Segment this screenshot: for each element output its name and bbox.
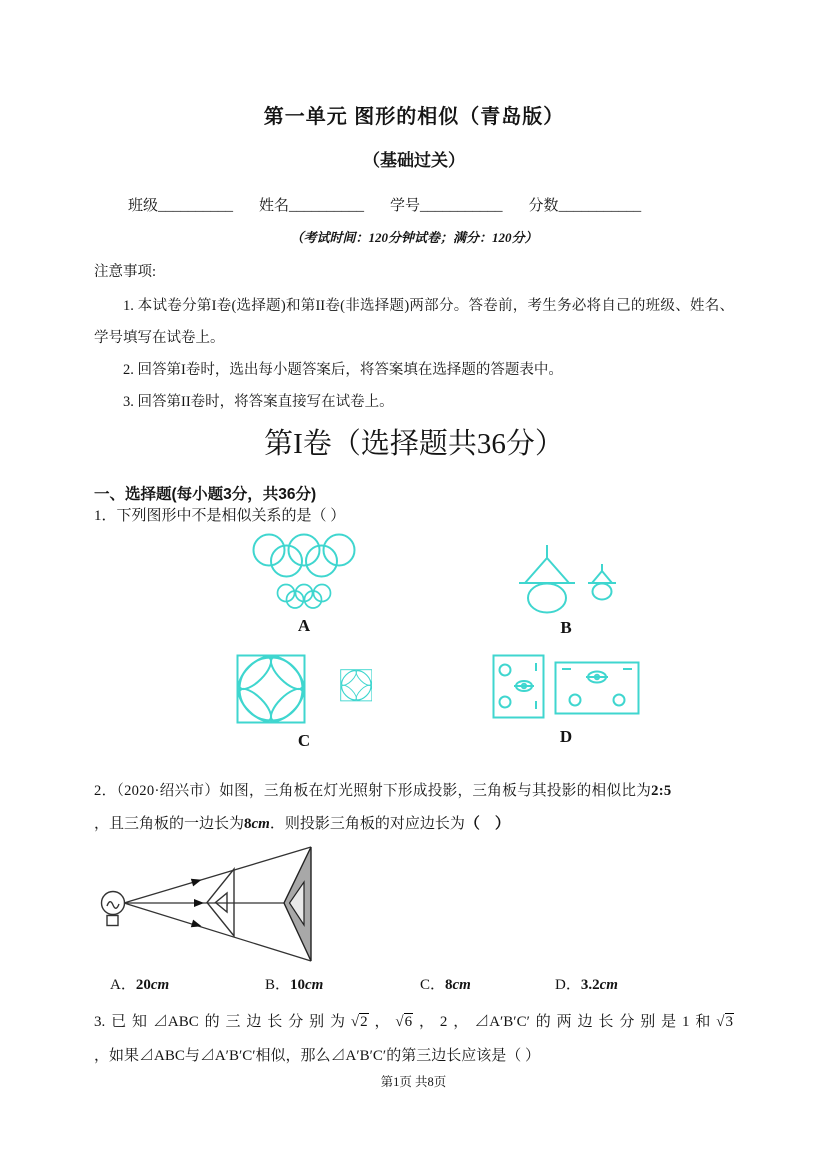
question-2-line1 [94, 775, 734, 808]
sqrt-2 [351, 1013, 369, 1030]
field-name [259, 196, 364, 216]
field-student-id-label: 学号 [390, 198, 421, 214]
q2-similarity-ratio: 2:5 [651, 783, 672, 799]
q3-text-mid2: ⊿A′B′C′的两边长分别是1和 [474, 1014, 717, 1030]
volume1-title: 第I卷（选择题共36分） [264, 428, 564, 460]
q2-side-length-num: 8 [244, 816, 252, 832]
question-3-line2: ，如果⊿ABC与⊿A′B′C′相似，那么⊿A′B′C′的第三边长应该是（ ） [94, 1048, 540, 1064]
radical-sign: √ [716, 1014, 725, 1030]
field-class [128, 196, 233, 216]
q2-answer-paren: （ ） [464, 816, 510, 832]
q2-text2-pre: ，且三角板的一边长为 [94, 816, 245, 832]
student-info-line [94, 196, 734, 216]
page-number-footer: 第1页 共8页 [380, 1075, 447, 1089]
q3-comma: ， [368, 1014, 396, 1030]
question-2-options [94, 975, 734, 995]
light-bulb-icon [102, 892, 125, 926]
q1-option-d-label: D [559, 727, 573, 746]
radicand-6: 6 [404, 1014, 413, 1030]
q2-option-a-value: 20 [135, 977, 151, 993]
field-name-label: 姓名 [259, 198, 290, 214]
question-3-line1 [94, 1005, 734, 1039]
question-1-figure-grid [94, 527, 734, 759]
page-title: 第一单元 图形的相似（青岛版） [263, 106, 565, 128]
stove-plates-figure [492, 654, 640, 720]
exam-time-info: （考试时间：120分钟试卷；满分：120分） [290, 230, 538, 245]
q1-option-a-cell [204, 529, 404, 635]
notice-item-1: 1. 本试卷分第I卷(选择题)和第II卷(非选择题)两部分。答卷前，考生务必将自己的班级、姓名、学号填写在试卷上。 [94, 298, 734, 346]
q2-text2-post: ．则投影三角板的对应边长为 [269, 816, 465, 832]
sqrt-6 [395, 1013, 413, 1030]
top-toy-figure [514, 543, 618, 615]
field-score-blank: ___________ [558, 198, 642, 214]
q2-option-d-letter: D． [555, 977, 581, 993]
q3-text-pre: 3.已知⊿ABC的三边长分别为 [94, 1014, 351, 1030]
q2-option-c-value: 8 [445, 977, 453, 993]
radicand-3: 3 [725, 1014, 733, 1030]
field-class-label: 班级 [128, 198, 159, 214]
field-student-id [390, 196, 503, 216]
radical-sign: √ [395, 1014, 404, 1030]
question-2-line2 [94, 808, 734, 841]
q1-option-c-label: C [297, 731, 311, 750]
q2-option-d-value: 3.2 [580, 977, 600, 993]
q1-option-c-cell [204, 654, 404, 750]
notice-title: 注意事项: [94, 264, 157, 280]
notice-item-3: 3. 回答第II卷时，将答案直接写在试卷上。 [123, 394, 394, 410]
q2-option-a-unit: cm [150, 977, 170, 993]
field-class-blank: __________ [158, 198, 234, 214]
q1-option-b-label: B [560, 618, 572, 637]
q2-side-length-unit: cm [251, 816, 270, 832]
q2-option-b [265, 975, 420, 995]
question-1-text: 1．下列图形中不是相似关系的是（ ） [94, 508, 346, 524]
q2-text: 2．（2020·绍兴市）如图，三角板在灯光照射下形成投影，三角板与其投影的相似比为 [94, 783, 652, 799]
field-name-blank: __________ [289, 198, 365, 214]
q2-option-c-letter: C． [420, 977, 446, 993]
q2-option-b-value: 10 [290, 977, 306, 993]
notice-item-2: 2. 回答第I卷时，选出每小题答案后，将答案填在选择题的答题表中。 [123, 362, 563, 378]
q2-option-a [110, 975, 265, 995]
field-score-label: 分数 [528, 198, 559, 214]
q2-option-b-letter: B． [265, 977, 291, 993]
page-subtitle: （基础过关） [363, 151, 465, 170]
radical-sign: √ [350, 1014, 360, 1030]
q2-option-a-letter: A． [110, 977, 136, 993]
field-score [529, 196, 642, 216]
q2-option-c-unit: cm [452, 977, 471, 993]
q1-option-b-cell [466, 529, 666, 637]
q1-option-d-cell [466, 654, 666, 746]
q1-option-a-label: A [297, 616, 311, 635]
sqrt-3 [716, 1013, 734, 1030]
radicand-2: 2 [360, 1014, 368, 1030]
q2-option-d [555, 975, 618, 995]
coin-pattern-figure [236, 654, 372, 726]
section1-title: 一、选择题(每小题3分，共36分) [94, 486, 317, 503]
q2-option-d-unit: cm [599, 977, 618, 993]
q2-option-c [420, 975, 555, 995]
olympic-rings-figure [247, 529, 361, 611]
q2-option-b-unit: cm [305, 977, 324, 993]
field-student-id-blank: ___________ [420, 198, 503, 214]
q3-text-mid1: ，2， [413, 1014, 475, 1030]
projection-diagram [94, 841, 339, 969]
